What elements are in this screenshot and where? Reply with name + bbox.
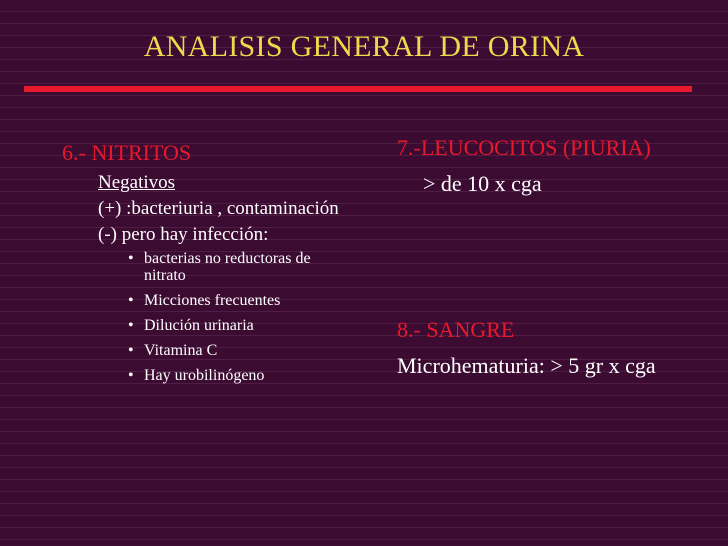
list-item: • bacterias no reductoras de nitrato bbox=[128, 250, 311, 284]
leucocitos-value: > de 10 x cga bbox=[423, 171, 542, 196]
nitritos-heading: 6.- NITRITOS bbox=[62, 140, 192, 165]
bullet-icon: • bbox=[128, 367, 134, 384]
bullet-icon: • bbox=[128, 342, 134, 359]
title-divider bbox=[24, 86, 692, 92]
nitritos-item-negative: (-) pero hay infección: bbox=[98, 224, 269, 245]
slide-title: ANALISIS GENERAL DE ORINA bbox=[143, 30, 585, 63]
sangre-value: Microhematuria: > 5 gr x cga bbox=[397, 353, 656, 378]
infection-causes-list bbox=[62, 250, 352, 384]
list-item: • Micciones frecuentes bbox=[128, 292, 281, 309]
list-item: • Hay urobilinógeno bbox=[128, 367, 265, 384]
sangre-heading: 8.- SANGRE bbox=[397, 317, 515, 342]
bullet-icon: • bbox=[128, 317, 134, 334]
list-item: • Dilución urinaria bbox=[128, 317, 254, 334]
bullet-icon: • bbox=[128, 250, 134, 267]
left-column bbox=[62, 140, 352, 392]
leucocitos-heading: 7.-LEUCOCITOS (PIURIA) bbox=[397, 135, 651, 160]
nitritos-item-negativos: Negativos bbox=[98, 172, 176, 193]
nitritos-item-positive: (+) :bacteriuria , contaminación bbox=[98, 198, 339, 219]
right-column bbox=[397, 134, 697, 380]
bullet-icon: • bbox=[128, 292, 134, 309]
list-item: • Vitamina C bbox=[128, 342, 218, 359]
